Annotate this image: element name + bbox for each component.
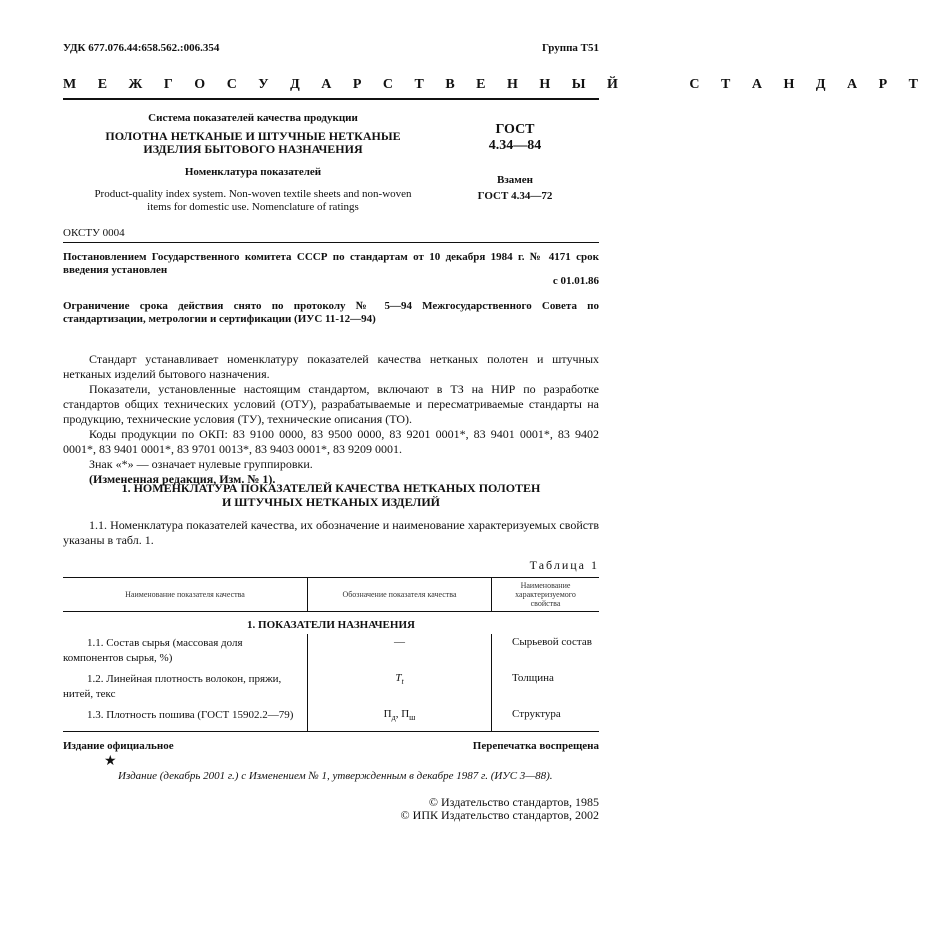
section-1-title <box>63 481 599 509</box>
table-row <box>63 706 599 732</box>
standard-banner: М Е Ж Г О С У Д А Р С Т В Е Н Н Ы Й С Т А Н Д А Р Т <box>63 77 927 92</box>
quality-table <box>63 577 599 732</box>
english-title <box>63 188 443 214</box>
row-3-symbol2-main: П <box>401 707 410 720</box>
gost-number: 4.34—84 <box>488 138 542 153</box>
banner-rule <box>63 98 599 100</box>
table-caption: Таблица 1 <box>529 558 599 572</box>
decree-date: с 01.01.86 <box>552 275 599 287</box>
table-row <box>63 670 599 706</box>
gost-block <box>465 122 565 154</box>
intro-block <box>63 352 599 487</box>
gost-label: ГОСТ <box>495 122 535 137</box>
row-3-symbol-sub: д <box>391 712 396 722</box>
table-section-row <box>63 612 599 634</box>
okstu-rule <box>63 242 599 243</box>
header-symbol: Обозначение показателя качества <box>308 578 492 612</box>
header-property: Наименование характеризуемого свойства <box>515 581 576 608</box>
header-name: Наименование показателя качества <box>63 578 308 612</box>
row-2-symbol <box>308 670 492 706</box>
group-code: Группа Т51 <box>541 42 599 54</box>
edition-note: Издание (декабрь 2001 г.) с Изменением № 1, утвержденным в декабре 1987 г. (ИУС 3—88). <box>118 770 553 782</box>
row-2-name: 1.2. Линейная плотность волокон, пряжи, нитей, текс <box>63 670 308 706</box>
copyright-2002: © ИПК Издательство стандартов, 2002 <box>400 808 599 822</box>
row-3-symbol <box>308 706 492 732</box>
english-title-line1: Product-quality index system. Non-woven textile sheets and non-woven <box>94 188 412 200</box>
table-header-row <box>63 578 599 612</box>
udk-code: УДК 677.076.44:658.562.:006.354 <box>63 42 220 54</box>
english-title-line2: items for domestic use. Nomenclature of ratings <box>147 201 359 213</box>
okstu-code: ОКСТУ 0004 <box>63 227 125 239</box>
intro-paragraph-1: Стандарт устанавливает номенклатуру показателей качества нетканых полотен и штучных нетканых изделий бытового назначения. <box>63 352 599 381</box>
row-3-name: 1.3. Плотность пошива (ГОСТ 15902.2—79) <box>63 706 308 732</box>
copyright-1985: © Издательство стандартов, 1985 <box>428 795 599 809</box>
row-1-name: 1.1. Состав сырья (массовая доля компонентов сырья, %) <box>63 634 308 670</box>
replaces-block <box>450 172 580 204</box>
section-1-paragraph: 1.1. Номенклатура показателей качества, их обозначение и наименование характеризуемых свойств указаны в табл. 1. <box>63 518 599 547</box>
row-3-symbol2-sub: ш <box>409 712 416 722</box>
row-3-property: Структура <box>512 707 561 720</box>
row-1-symbol: — <box>308 634 492 670</box>
subtitle: Номенклатура показателей <box>184 166 322 178</box>
reprint-prohibited: Перепечатка воспрещена <box>472 740 599 752</box>
intro-paragraph-2: Показатели, установленные настоящим стандартом, включают в ТЗ на НИР по разработке стандартов общих технических условий (ОТУ), разрабатываемые и пересматриваемые стандарты на продукцию, технические условия (ТУ), технические описания (ТО). <box>63 382 599 426</box>
replaces-label: Взамен <box>497 174 533 186</box>
row-2-property: Толщина <box>512 671 554 684</box>
row-3-symbol-main: П <box>383 707 392 720</box>
star-icon: ★ <box>104 754 117 769</box>
row-2-symbol-sub: t <box>401 676 404 686</box>
row-3-symbol-sep: , <box>395 707 402 720</box>
row-2-symbol-main: T <box>395 671 402 684</box>
replaces-number: ГОСТ 4.34—72 <box>477 190 553 202</box>
main-title-line2: ИЗДЕЛИЯ БЫТОВОГО НАЗНАЧЕНИЯ <box>143 142 363 156</box>
row-1-property: Сырьевой состав <box>512 635 592 648</box>
intro-paragraph-3: Коды продукции по ОКП: 83 9100 0000, 83 9500 0000, 83 9201 0001*, 83 9401 0001*, 83 9402 0001*, 83 9401 0001*, 83 9701 0013*, 83 9403 0001*, 83 9209 0001. <box>63 427 599 456</box>
official-edition: Издание официальное <box>63 740 174 752</box>
system-title: Система показателей качества продукции <box>148 112 358 124</box>
decree-text: Постановлением Государственного комитета СССР по стандартам от 10 декабря 1984 г. № 4171 срок введения установлен <box>63 251 599 276</box>
restriction-text: Ограничение срока действия снято по протоколу № 5—94 Межгосударственного Совета по стандартизации, метрологии и сертификации (ИУС 11-12—94) <box>63 300 599 325</box>
main-title <box>63 130 443 156</box>
section-1-title-line1: 1. НОМЕНКЛАТУРА ПОКАЗАТЕЛЕЙ КАЧЕСТВА НЕТКАНЫХ ПОЛОТЕН <box>121 481 541 495</box>
intro-paragraph-4: Знак «*» — означает нулевые группировки. <box>89 457 313 471</box>
section-1-title-line2: И ШТУЧНЫХ НЕТКАНЫХ ИЗДЕЛИЙ <box>221 495 441 509</box>
table-section-title: 1. ПОКАЗАТЕЛИ НАЗНАЧЕНИЯ <box>247 618 415 631</box>
intro-paragraph-5: (Измененная редакция, Изм. № 1). <box>89 472 276 486</box>
main-title-line1: ПОЛОТНА НЕТКАНЫЕ И ШТУЧНЫЕ НЕТКАНЫЕ <box>105 129 401 143</box>
table-row <box>63 634 599 670</box>
